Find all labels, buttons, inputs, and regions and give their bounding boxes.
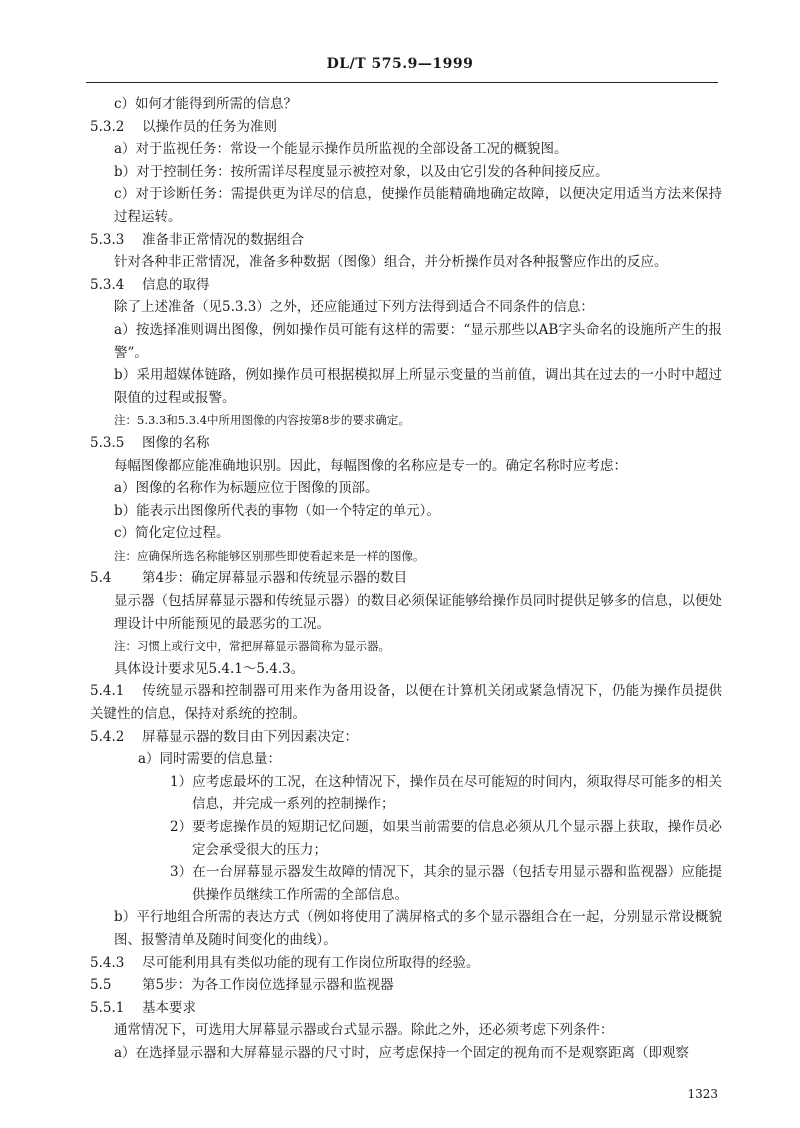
paragraph: 针对各种非正常情况，准备多种数据（图像）组合，并分析操作员对各种报警应作出的反应。: [114, 254, 668, 271]
paragraph: a）图像的名称作为标题应位于图像的顶部。: [114, 480, 379, 497]
section-text: 图像的名称: [142, 434, 210, 451]
list-item: 1）应考虑最坏的工况，在这种情况下，操作员在尽可能短的时间内，须取得尽可能多的相关信息，并完成一系列的控制操作；: [170, 773, 722, 813]
document-body: [90, 93, 722, 1065]
header-rule: [86, 82, 718, 83]
list-item: 3）在一台屏幕显示器发生故障的情况下，其余的显示器（包括专用显示器和监视器）应能提供操作员继续工作所需的全部信息。: [170, 864, 722, 903]
page-number: 1323: [687, 1087, 718, 1101]
paragraph: b）采用超媒体链路，例如操作员可根据模拟屏上所显示变量的当前值，调出其在过去的一小时中超过限值的过程或报警。: [114, 367, 722, 406]
standard-code-header: DL/T 575.9—1999: [326, 56, 474, 72]
section-heading: [90, 229, 722, 252]
section-text: 尽可能利用具有类似功能的现有工作岗位所取得的经验。: [142, 954, 480, 971]
section-number: 5.3.5: [90, 434, 125, 451]
section-number: 5.4.3: [90, 954, 125, 971]
section-number: 5.3.4: [90, 276, 125, 293]
section-number: 5.4.2: [90, 728, 125, 745]
paragraph: a）在选择显示器和大屏幕显示器的尺寸时，应考虑保持一个固定的视角而不是观察距离（即观察: [114, 1044, 690, 1061]
section-text: 准备非正常情况的数据组合: [142, 231, 304, 248]
list-item: 2）要考虑操作员的短期记忆问题，如果当前需要的信息必须从几个显示器上获取，操作员必定会承受很大的压力；: [170, 819, 722, 858]
section-heading: [90, 952, 722, 975]
section-heading: [90, 274, 722, 297]
note-text: 注：习惯上或行文中，常把屏幕显示器简称为显示器。: [114, 639, 390, 654]
section-text: 第4步：确定屏幕显示器和传统显示器的数目: [142, 570, 408, 587]
section-number: 5.5: [90, 977, 112, 994]
note-text: 注：5.3.3和5.3.4中所用图像的内容按第8步的要求确定。: [114, 413, 410, 428]
section-text: 信息的取得: [142, 276, 210, 293]
paragraph: c）对于诊断任务：需提供更为详尽的信息，使操作员能精确地确定故障，以便决定用适当方法来保持过程运转。: [114, 186, 722, 225]
section-number: 5.5.1: [90, 999, 125, 1016]
section-text: 第5步：为各工作岗位选择显示器和监视器: [142, 977, 394, 994]
paragraph: c）如何才能得到所需的信息？: [114, 96, 298, 112]
section-text: 屏幕显示器的数目由下列因素决定：: [142, 728, 358, 745]
paragraph: a）对于监视任务：常设一个能显示操作员所监视的全部设备工况的概貌图。: [114, 141, 568, 158]
paragraph: 除了上述准备（见5.3.3）之外，还应能通过下列方法得到适合不同条件的信息：: [114, 299, 594, 316]
paragraph: a）按选择准则调出图像，例如操作员可能有这样的需要：“显示那些以AB字头命名的设施所产生的报警”。: [114, 321, 722, 361]
section-heading: [90, 680, 722, 725]
section-number: 5.3.3: [90, 231, 125, 248]
paragraph: 每幅图像都应能准确地识别。因此，每幅图像的名称应是专一的。确定名称时应考虑：: [114, 457, 627, 474]
section-text: 基本要求: [142, 999, 196, 1016]
section-heading: [90, 726, 722, 749]
section-heading: [90, 432, 722, 455]
section-heading: [90, 974, 722, 997]
paragraph: c）简化定位过程。: [114, 525, 230, 542]
section-number: 5.3.2: [90, 118, 125, 135]
paragraph: a）同时需要的信息量：: [138, 751, 282, 768]
section-heading: [90, 116, 722, 139]
section-heading: [90, 997, 722, 1020]
section-number: 5.4.1: [90, 683, 125, 700]
paragraph: b）能表示出图像所代表的事物（如一个特定的单元）。: [114, 502, 440, 519]
paragraph: 显示器（包括屏幕显示器和传统显示器）的数目必须保证能够给操作员同时提供足够多的信息，以便处理设计中所能预见的最恶劣的工况。: [114, 593, 722, 632]
paragraph: 具体设计要求见5.4.1～5.4.3。: [114, 660, 305, 677]
paragraph: b）对于控制任务：按所需详尽程度显示被控对象，以及由它引发的各种间接反应。: [114, 163, 609, 180]
section-text: 传统显示器和控制器可用来作为备用设备，以便在计算机关闭或紧急情况下，仍能为操作员提供关键性的信息，保持对系统的控制。: [90, 683, 722, 723]
paragraph: 通常情况下，可选用大屏幕显示器或台式显示器。除此之外，还必须考虑下列条件：: [114, 1022, 614, 1039]
section-heading: [90, 567, 722, 590]
section-number: 5.4: [90, 570, 112, 587]
paragraph: b）平行地组合所需的表达方式（例如将使用了满屏格式的多个显示器组合在一起，分别显示常设概貌图、报警清单及随时间变化的曲线）。: [114, 909, 722, 948]
note-text: 注：应确保所选名称能够区别那些即使看起来是一样的图像。: [114, 548, 425, 563]
section-text: 以操作员的任务为准则: [142, 118, 277, 135]
